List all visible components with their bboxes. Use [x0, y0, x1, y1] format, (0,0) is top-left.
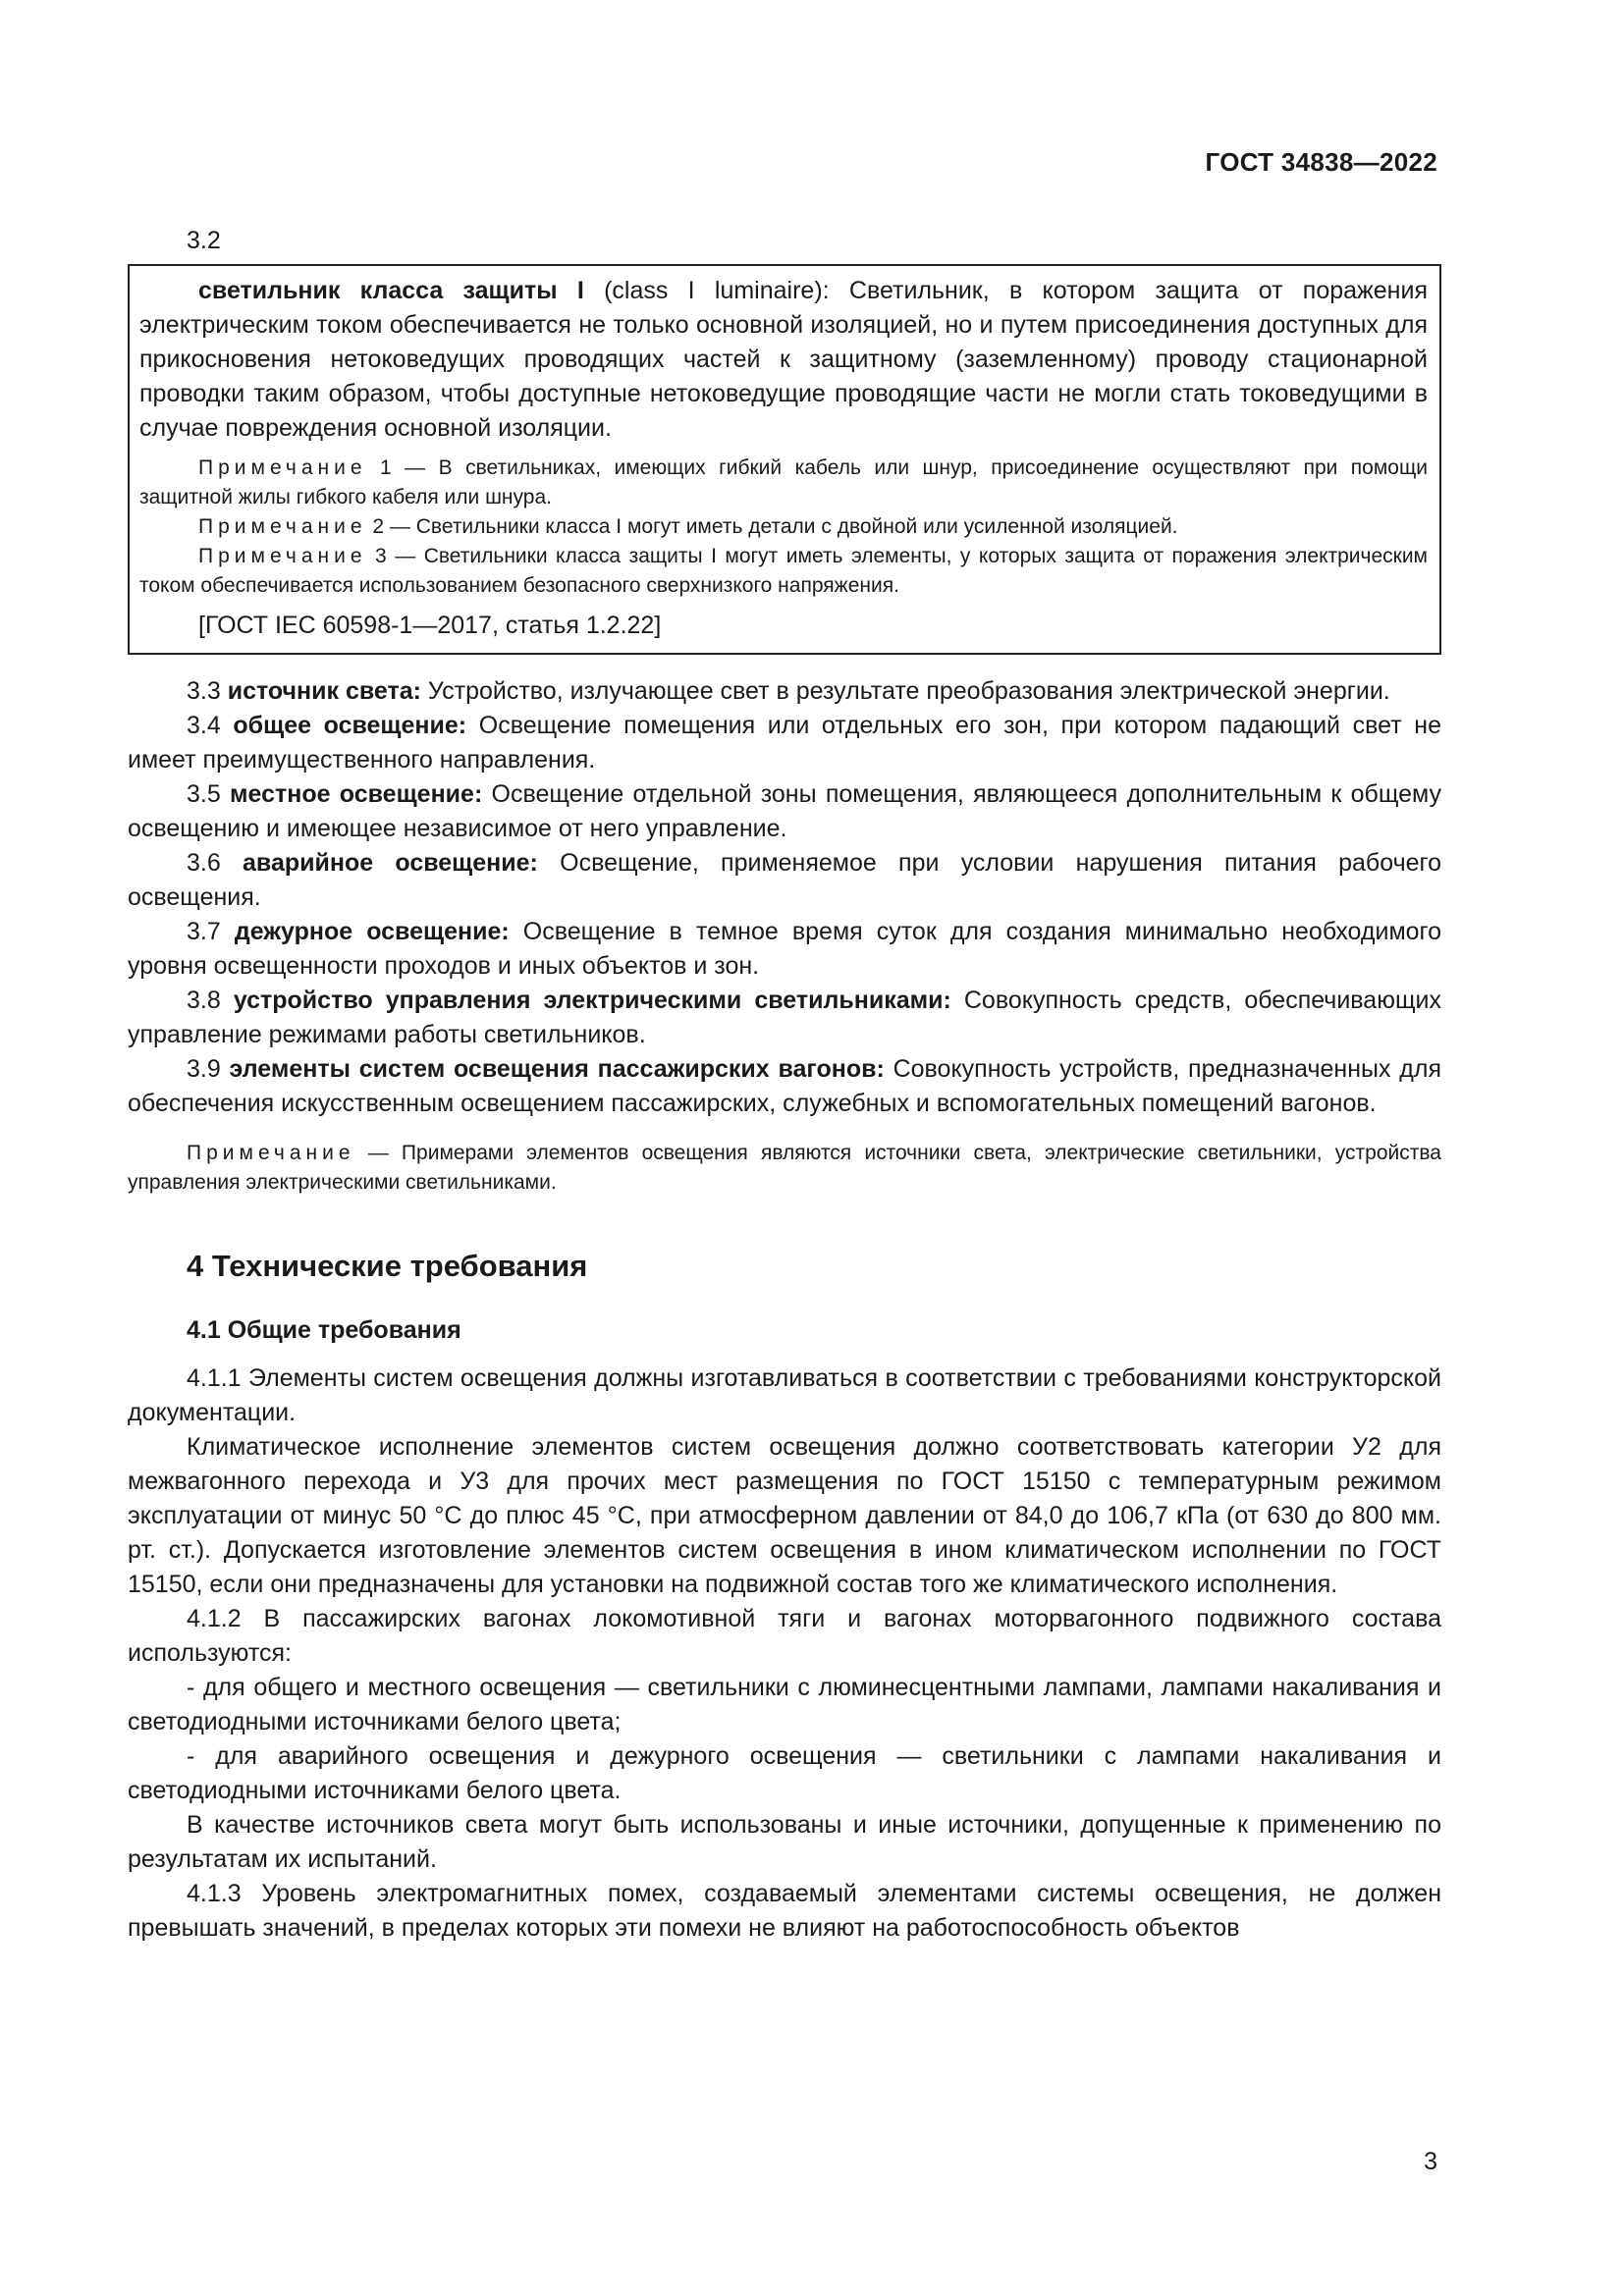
note-text: 1 — В светильниках, имеющих гибкий кабель или шнур, присоединение осуществляют при помощи защитной жилы гибкого кабеля или шнура. [139, 456, 1428, 508]
note-2 [139, 512, 1428, 542]
term: источник света: [227, 677, 421, 705]
term: местное освещение: [230, 780, 483, 808]
clause-number: 3.6 [187, 849, 244, 877]
term: общее освещение: [233, 712, 467, 739]
page-number: 3 [1424, 2148, 1437, 2175]
clause-number: 3.9 [187, 1055, 230, 1083]
clause-number: 3.4 [187, 712, 234, 739]
note-3 [139, 542, 1428, 601]
definition-3-5 [128, 777, 1441, 846]
note-3-9 [128, 1139, 1441, 1198]
paragraph-4-1-2: 4.1.2 В пассажирских вагонах локомотивной тяги и вагонах моторвагонного подвижного состава используются: [128, 1605, 1441, 1667]
clause-number: 3.7 [187, 918, 235, 945]
note-label: Примечание [198, 515, 367, 538]
definition-text: Устройство, излучающее свет в результате преобразования электрической энергии. [420, 677, 1390, 705]
clause-number: 3.2 [187, 227, 221, 254]
clause-number: 3.5 [187, 780, 231, 808]
list-item-general-lighting: - для общего и местного освещения — светильники с люминесцентными лампами, лампами накаливания и светодиодными источниками белого цвета; [128, 1674, 1441, 1735]
definition-text: Освещение, применяемое при условии нарушения питания рабочего освещения. [128, 849, 1442, 911]
section-heading: 4 Технические требования [187, 1249, 588, 1283]
paragraph-climate: Климатическое исполнение элементов систем освещения должно соответствовать категории У2 для межвагонного перехода и У3 для прочих мест размещения по ГОСТ 15150 с температурным режимом эксплуатации от минус 50 °С до плюс 45 °С, при атмосферном давлении от 84,0 до 106,7 кПа (от 630 до 800 мм. рт. ст.). Допускается изготовление элементов систем освещения в ином климатическом исполнении по ГОСТ 15150, если они предназначены для установки на подвижной состав того же климатического исполнения. [128, 1433, 1441, 1598]
definition-text: Совокупность средств, обеспечивающих управление режимами работы светильников. [128, 987, 1441, 1048]
clause-number: 3.8 [187, 987, 234, 1014]
definition-3-9 [128, 1052, 1441, 1121]
paragraph-4-1-3: 4.1.3 Уровень электромагнитных помех, создаваемый элементами системы освещения, не должен превышать значений, в пределах которых эти помехи не влияют на работоспособность объектов [128, 1880, 1441, 1942]
term: дежурное освещение: [234, 918, 510, 945]
note-block [128, 1139, 1441, 1198]
definition-3-3 [128, 674, 1441, 709]
subsection-heading: 4.1 Общие требования [187, 1316, 461, 1344]
source-reference: [ГОСТ IEC 60598-1—2017, статья 1.2.22] [198, 612, 662, 639]
definition-box [128, 264, 1441, 655]
definition-text: Совокупность устройств, предназначенных для обеспечения искусственным освещением пассажирских, служебных и вспомогательных помещений вагонов. [128, 1055, 1441, 1117]
note-label: Примечание [187, 1142, 355, 1164]
note-text: 2 — Светильники класса I могут иметь детали с двойной или усиленной изоляцией. [366, 515, 1178, 538]
term: светильник класса защиты I [198, 277, 584, 304]
definition-3-7 [128, 915, 1441, 984]
page-content [128, 224, 1441, 1946]
definition-text: Освещение отдельной зоны помещения, являющееся дополнительным к общему освещению и имеющее независимое от него управление. [128, 780, 1442, 842]
definition-3-4 [128, 709, 1441, 777]
note-text: 3 — Светильники класса защиты I могут иметь элементы, у которых защита от поражения электрическим током обеспечивается использованием безопасного сверхнизкого напряжения. [139, 545, 1428, 597]
note-text: — Примерами элементов освещения являются источники света, электрические светильники, устройства управления электрическими светильниками. [128, 1142, 1441, 1194]
term: элементы систем освещения пассажирских вагонов: [229, 1055, 885, 1083]
note-label: Примечание [198, 456, 367, 479]
paragraph-4-1-1: 4.1.1 Элементы систем освещения должны изготавливаться в соответствии с требованиями конструкторской документации. [128, 1364, 1441, 1426]
definition-text: Освещение помещения или отдельных его зон, при котором падающий свет не имеет преимущественного направления. [128, 712, 1442, 774]
definition-3-8 [128, 984, 1441, 1052]
term: аварийное освещение: [243, 849, 538, 877]
definition-3-6 [128, 846, 1441, 915]
clause-number: 3.3 [187, 677, 228, 705]
definition-text: (class I luminaire): Светильник, в котором защита от поражения электрическим током обеспечивается не только основной изоляцией, но и путем присоединения доступных для прикосновения нетоковедущих проводящих частей к защитному (заземленному) проводу стационарной проводки таким образом, чтобы доступные нетоковедущие проводящие части не могли стать токоведущими в случае повреждения основной изоляции. [139, 277, 1428, 442]
standard-code: ГОСТ 34838—2022 [1205, 147, 1437, 177]
definition-3-2 [139, 274, 1428, 446]
list-item-emergency-lighting: - для аварийного освещения и дежурного освещения — светильники с лампами накаливания и светодиодными источниками белого цвета. [128, 1742, 1441, 1804]
note-label: Примечание [198, 545, 367, 567]
note-1 [139, 454, 1428, 512]
paragraph-light-sources: В качестве источников света могут быть использованы и иные источники, допущенные к применению по результатам их испытаний. [128, 1811, 1441, 1873]
term: устройство управления электрическими светильниками: [233, 987, 951, 1014]
definition-text: Освещение в темное время суток для создания минимально необходимого уровня освещенности проходов и иных объектов и зон. [128, 918, 1442, 980]
